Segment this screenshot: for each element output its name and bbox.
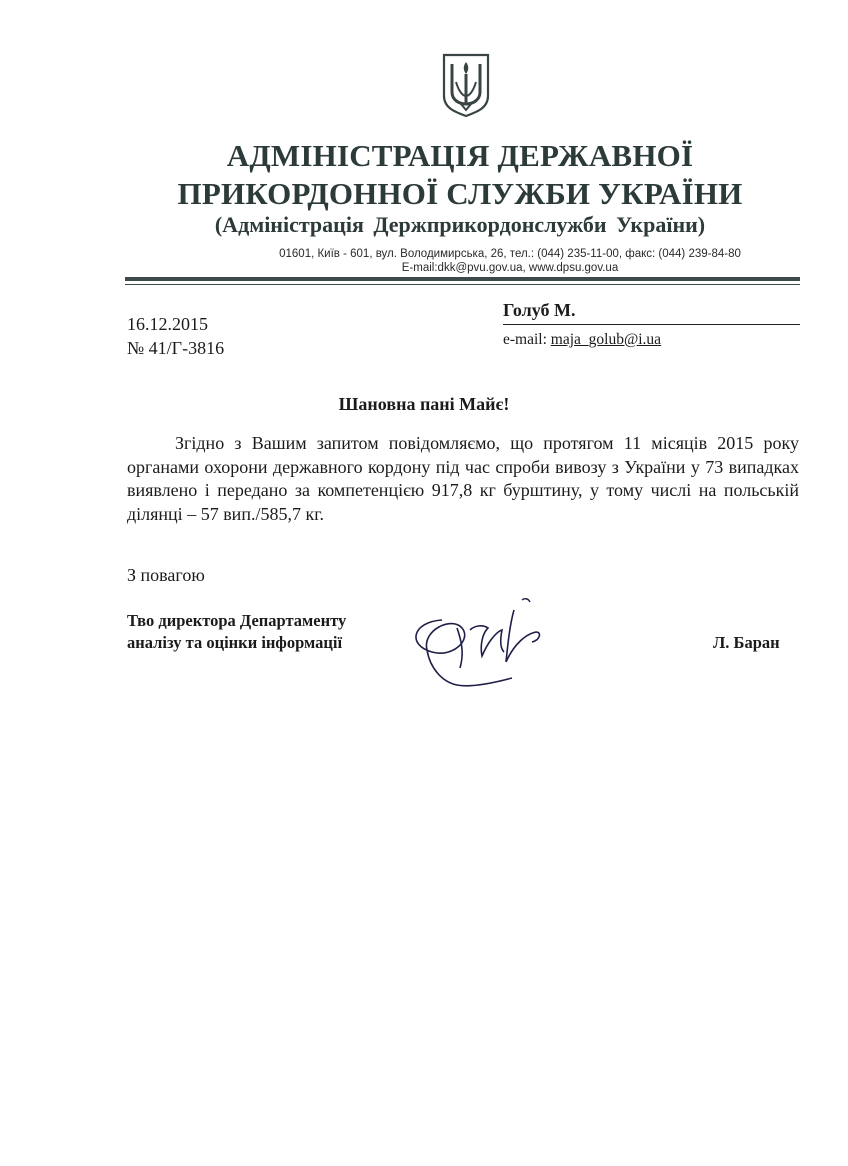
signer-title-line2: аналізу та оцінки інформації: [127, 633, 343, 652]
salutation: Шановна пані Майє!: [338, 394, 510, 414]
recipient-email-label: e-mail:: [503, 331, 547, 348]
signer-title-line1: Тво директора Департаменту: [127, 611, 347, 630]
org-name-line1: АДМІНІСТРАЦІЯ ДЕРЖАВНОЇ: [226, 138, 694, 173]
signer-name: Л. Баран: [713, 633, 780, 652]
contact-address: 01601, Київ - 601, вул. Володимирська, 26, тел.: (044) 235-11-00, факс: (044) 239-84-80: [279, 248, 741, 260]
recipient-email: [503, 331, 661, 349]
coat-of-arms-trident-icon: [441, 52, 491, 118]
org-short-name: (Адміністрація Держприкордонслужби України): [214, 212, 706, 237]
letter-number: № 41/Г-3816: [127, 338, 225, 358]
closing: З повагою: [127, 565, 205, 585]
header-rule-thin: [125, 284, 800, 285]
recipient-email-address[interactable]: maja_golub@i.ua: [550, 331, 662, 348]
recipient-name: Голуб М.: [503, 300, 576, 320]
org-name-line2: ПРИКОРДОННОЇ СЛУЖБИ УКРАЇНИ: [177, 176, 743, 211]
letter-date: 16.12.2015: [127, 314, 208, 334]
body-paragraph: Згідно з Вашим запитом повідомляємо, що протягом 11 місяців 2015 року органами охорони державного кордону під час спроби вивозу з України у 73 випадках виявлено і передано за компетенцією 917,8 кг бурштину, у тому числі на польській ділянці – 57 вип./585,7 кг.: [127, 433, 799, 524]
header-rule-thick: [125, 277, 800, 281]
recipient-rule: [503, 324, 800, 325]
contact-email-web: E-mail:dkk@pvu.gov.ua, www.dpsu.gov.ua: [401, 262, 619, 274]
handwritten-signature-icon: [402, 590, 562, 700]
